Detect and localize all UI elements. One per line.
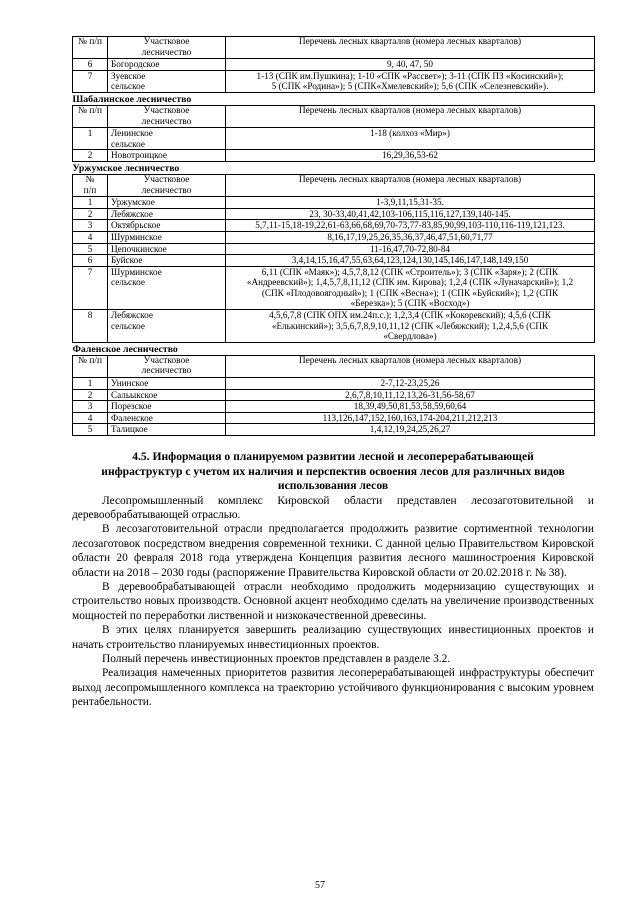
- row-district: [108, 266, 226, 309]
- cell-line: Шурминское: [111, 266, 162, 277]
- table-row: [73, 412, 595, 424]
- table-row: [73, 255, 595, 267]
- row-number: 1: [73, 128, 108, 150]
- header-list: Перечень лесных кварталов (номера лесных кварталов): [226, 355, 595, 377]
- cell-line: Ленинское: [111, 128, 153, 139]
- cell-line: лесничество: [141, 185, 192, 196]
- cell-line: Сальыкское: [111, 389, 158, 400]
- cell-line: 23, 30-33,40,41,42,103-106,115,116,127,139,140-145.: [309, 208, 511, 219]
- cell-line: Лебяжское: [111, 208, 153, 219]
- row-district: [108, 243, 226, 255]
- row-district: [108, 70, 226, 92]
- header-area: [108, 355, 226, 377]
- row-district: [108, 401, 226, 413]
- cell-line: 6,11 (СПК «Маяк»); 4,5,7,8,12 (СПК «Строитель»); 3 (СПК «Заря»); 2 (СПК: [261, 266, 559, 277]
- paragraph: Полный перечень инвестиционных проектов представлен в разделе 3.2.: [102, 652, 451, 665]
- row-district: [108, 220, 226, 232]
- cell-line: Шурминское: [111, 231, 162, 242]
- cell-line: 5 (СПК «Родина»); 5 (СПК«Хмелевский»); 5,6 (СПК «Селезневский»).: [271, 81, 549, 92]
- header-area: [108, 37, 226, 59]
- table-row: [73, 197, 595, 209]
- row-district: [108, 150, 226, 162]
- header-num: № п/п: [73, 37, 108, 59]
- table-row: [73, 401, 595, 413]
- header-list: Перечень лесных кварталов (номера лесных кварталов): [226, 174, 595, 196]
- row-quarters: [226, 266, 595, 309]
- cell-line: п/п: [83, 185, 97, 196]
- cell-line: 1-13 (СПК им.Пушкина); 1-10 «СПК «Рассвет»); 3-11 (СПК ПЗ «Косинский»);: [256, 70, 564, 81]
- row-quarters: [226, 389, 595, 401]
- cell-line: 1-3,9,11,15,31-35.: [376, 197, 444, 208]
- cell-line: Участковое: [143, 37, 190, 47]
- table-header-row: [73, 174, 595, 196]
- cell-line: «Свердлова»): [383, 331, 437, 342]
- header-list: Перечень лесных кварталов (номера лесных кварталов): [226, 37, 595, 59]
- cell-line: «Березка»); 5 (СПК «Восход»): [350, 298, 470, 309]
- cell-line: лесничество: [141, 366, 192, 377]
- cell-line: сельское: [111, 138, 145, 149]
- header-num: [73, 174, 108, 196]
- section-title: Фаленское лесничество: [72, 343, 178, 355]
- row-quarters: [226, 424, 595, 436]
- row-quarters: [226, 208, 595, 220]
- header-list: Перечень лесных кварталов (номера лесных кварталов): [226, 105, 595, 127]
- cell-line: 113,126,147,152,160,163,174-204,211,212,213: [322, 412, 498, 423]
- row-quarters: [226, 310, 595, 343]
- cell-line: Участковое: [143, 355, 190, 366]
- cell-line: сельское: [111, 81, 145, 92]
- cell-line: 2,6,7,8,10,11,12,13,26-31,56-58,67: [345, 389, 475, 400]
- cell-line: 2-7,12-23,25,26: [380, 378, 440, 389]
- row-district: [108, 310, 226, 343]
- table-row: [73, 208, 595, 220]
- row-quarters: [226, 412, 595, 424]
- paragraph: В лесозаготовительной отрасли предполагается продолжить развитие сортиментной технологии лесозаготовок посредством внедрения современной техники. С данной целью Правительством Кировской области 20 февраля 2018 года утверждена Концепция развития лесного машиностроения Кировской области на 2018 – 2030 годы (распоряжение Правительства Кировской области от 20.02.2018 г. № 38).: [72, 523, 594, 579]
- section-title-row: [73, 161, 595, 174]
- row-district: [108, 231, 226, 243]
- row-number: 4: [73, 231, 108, 243]
- row-number: 5: [73, 424, 108, 436]
- section-title: Шабалинское лесничество: [72, 93, 192, 105]
- row-district: [108, 412, 226, 424]
- cell-line: лесничество: [141, 116, 192, 127]
- row-district: [108, 197, 226, 209]
- table-row: [73, 59, 595, 71]
- row-number: 6: [73, 59, 108, 71]
- row-number: 2: [73, 208, 108, 220]
- section-title: Уржумское лесничество: [72, 162, 180, 174]
- table-header-row: [73, 37, 595, 59]
- row-number: 4: [73, 412, 108, 424]
- page-number: 57: [315, 880, 325, 891]
- cell-line: 4,5,6,7,8 (СПК ОПХ им.24п.с.); 1,2,3,4 (СПК «Кокоревский); 4,5,6 (СПК: [269, 310, 551, 321]
- cell-line: Фаленское: [111, 412, 153, 423]
- table-row: [73, 220, 595, 232]
- cell-line: 9, 40, 47, 50: [387, 59, 433, 70]
- cell-line: Новотроицкое: [111, 150, 167, 161]
- header-num: № п/п: [73, 355, 108, 377]
- row-number: 3: [73, 401, 108, 413]
- row-quarters: [226, 220, 595, 232]
- table-row: [73, 424, 595, 436]
- cell-line: Октябрьское: [111, 220, 161, 231]
- heading-line: инфраструктур с учетом их наличия и перспектив освоения лесов для различных видов: [101, 464, 565, 478]
- row-quarters: [226, 150, 595, 162]
- cell-line: Унинское: [111, 378, 149, 389]
- table-header-row: [73, 355, 595, 377]
- table-row: [73, 378, 595, 390]
- row-number: 7: [73, 70, 108, 92]
- table-row: [73, 243, 595, 255]
- row-quarters: [226, 378, 595, 390]
- cell-line: Зуевское: [111, 70, 146, 81]
- section-title-row: [73, 342, 595, 355]
- row-number: 3: [73, 220, 108, 232]
- table-row: [73, 310, 595, 343]
- heading-line: использования лесов: [277, 479, 389, 492]
- cell-line: Буйское: [111, 255, 143, 266]
- paragraph: Лесопромышленный комплекс Кировской области представлен лесозаготовительной и деревообрабатывающей отраслью.: [72, 494, 594, 521]
- row-district: [108, 59, 226, 71]
- row-number: 5: [73, 243, 108, 255]
- row-quarters: [226, 255, 595, 267]
- cell-line: 18,39,49,50,81,53,58,59,60,64: [353, 401, 467, 412]
- cell-line: Талицкое: [111, 424, 148, 435]
- row-number: 6: [73, 255, 108, 267]
- row-quarters: [226, 197, 595, 209]
- row-number: 1: [73, 197, 108, 209]
- cell-line: «Андреевский»); 1,4,5,7,8,11,12 (СПК им. Кирова); 1,2,4 (СПК «Луначарский»); 1,2: [246, 277, 574, 288]
- cell-line: Цепочкинское: [111, 243, 167, 254]
- row-district: [108, 378, 226, 390]
- table-row: [73, 231, 595, 243]
- header-area: [108, 105, 226, 127]
- paragraph: В деревообрабатывающей отрасли необходимо продолжить модернизацию существующих и строительство новых производств. Основной акцент необходимо сделать на увеличение производственных мощностей по переработки лиственной и низкокачественной древесины.: [72, 580, 594, 622]
- row-district: [108, 128, 226, 150]
- cell-line: (СПК «Плодовоягодный»); 1 (СПК «Весна»); 1 (СПК «Буйский»); 1,2 (СПК: [261, 287, 559, 298]
- paragraph: В этих целях планируется завершить реализацию существующих инвестиционных проектов и начать строительство планируемых инвестиционных проектов.: [72, 624, 594, 651]
- table-row: [73, 150, 595, 162]
- table-header-row: [73, 105, 595, 127]
- row-quarters: [226, 401, 595, 413]
- cell-line: сельское: [111, 320, 145, 331]
- row-number: 7: [73, 266, 108, 309]
- cell-line: Участковое: [143, 174, 190, 185]
- section-heading: [72, 450, 594, 494]
- row-district: [108, 424, 226, 436]
- forest-quarters-table: [72, 36, 595, 436]
- cell-line: №: [85, 174, 95, 185]
- cell-line: Уржумское: [111, 197, 155, 208]
- row-number: 8: [73, 310, 108, 343]
- row-district: [108, 389, 226, 401]
- cell-line: 16,29,36,53-62: [382, 150, 438, 161]
- header-area: [108, 174, 226, 196]
- cell-line: лесничество: [141, 47, 192, 58]
- table-row: [73, 128, 595, 150]
- cell-line: 3,4,14,15,16,47,55,63,64,123,124,130,145,146,147,148,149,150: [291, 255, 529, 266]
- cell-line: «Елькинский»); 3,5,6,7,8,9,10,11,12 (СПК «Лебяжский); 1,2,4,5,6 (СПК: [271, 320, 549, 331]
- row-quarters: [226, 70, 595, 92]
- row-quarters: [226, 243, 595, 255]
- row-quarters: [226, 128, 595, 150]
- row-district: [108, 255, 226, 267]
- row-quarters: [226, 231, 595, 243]
- row-district: [108, 208, 226, 220]
- paragraph: Реализация намеченных приоритетов развития лесоперерабатывающей инфраструктуры обеспечит выход лесопромышленного комплекса на траекторию устойчивого функционирования с высоким уровнем рентабельности.: [72, 667, 594, 709]
- cell-line: 5,7,11-15,18-19,22,61-63,66,68,69,70-73,77-83,85,90,99,103-110,116-119,121,123.: [255, 220, 565, 231]
- page-content: [72, 36, 594, 710]
- row-number: 2: [73, 389, 108, 401]
- table-row: [73, 389, 595, 401]
- cell-line: Порезское: [111, 401, 152, 412]
- table-row: [73, 266, 595, 309]
- body-text: [72, 494, 594, 710]
- cell-line: сельское: [111, 277, 145, 288]
- cell-line: 8,16,17,19,25,26,35,36,37,46,47,51,60,71,77: [327, 231, 493, 242]
- row-quarters: [226, 59, 595, 71]
- row-number: 2: [73, 150, 108, 162]
- table-row: [73, 70, 595, 92]
- cell-line: Лебяжское: [111, 310, 153, 321]
- cell-line: Участковое: [143, 105, 190, 116]
- cell-line: 11-16,47,70-72,80-84: [369, 243, 451, 254]
- section-title-row: [73, 92, 595, 105]
- row-number: 1: [73, 378, 108, 390]
- header-num: № п/п: [73, 105, 108, 127]
- cell-line: 1-18 (колхоз «Мир»): [370, 128, 450, 139]
- cell-line: Богородское: [111, 59, 160, 70]
- heading-line: 4.5. Информация о планируемом развитии лесной и лесоперерабатывающей: [132, 450, 534, 463]
- cell-line: 1,4,12,19,24,25,26,27: [369, 424, 451, 435]
